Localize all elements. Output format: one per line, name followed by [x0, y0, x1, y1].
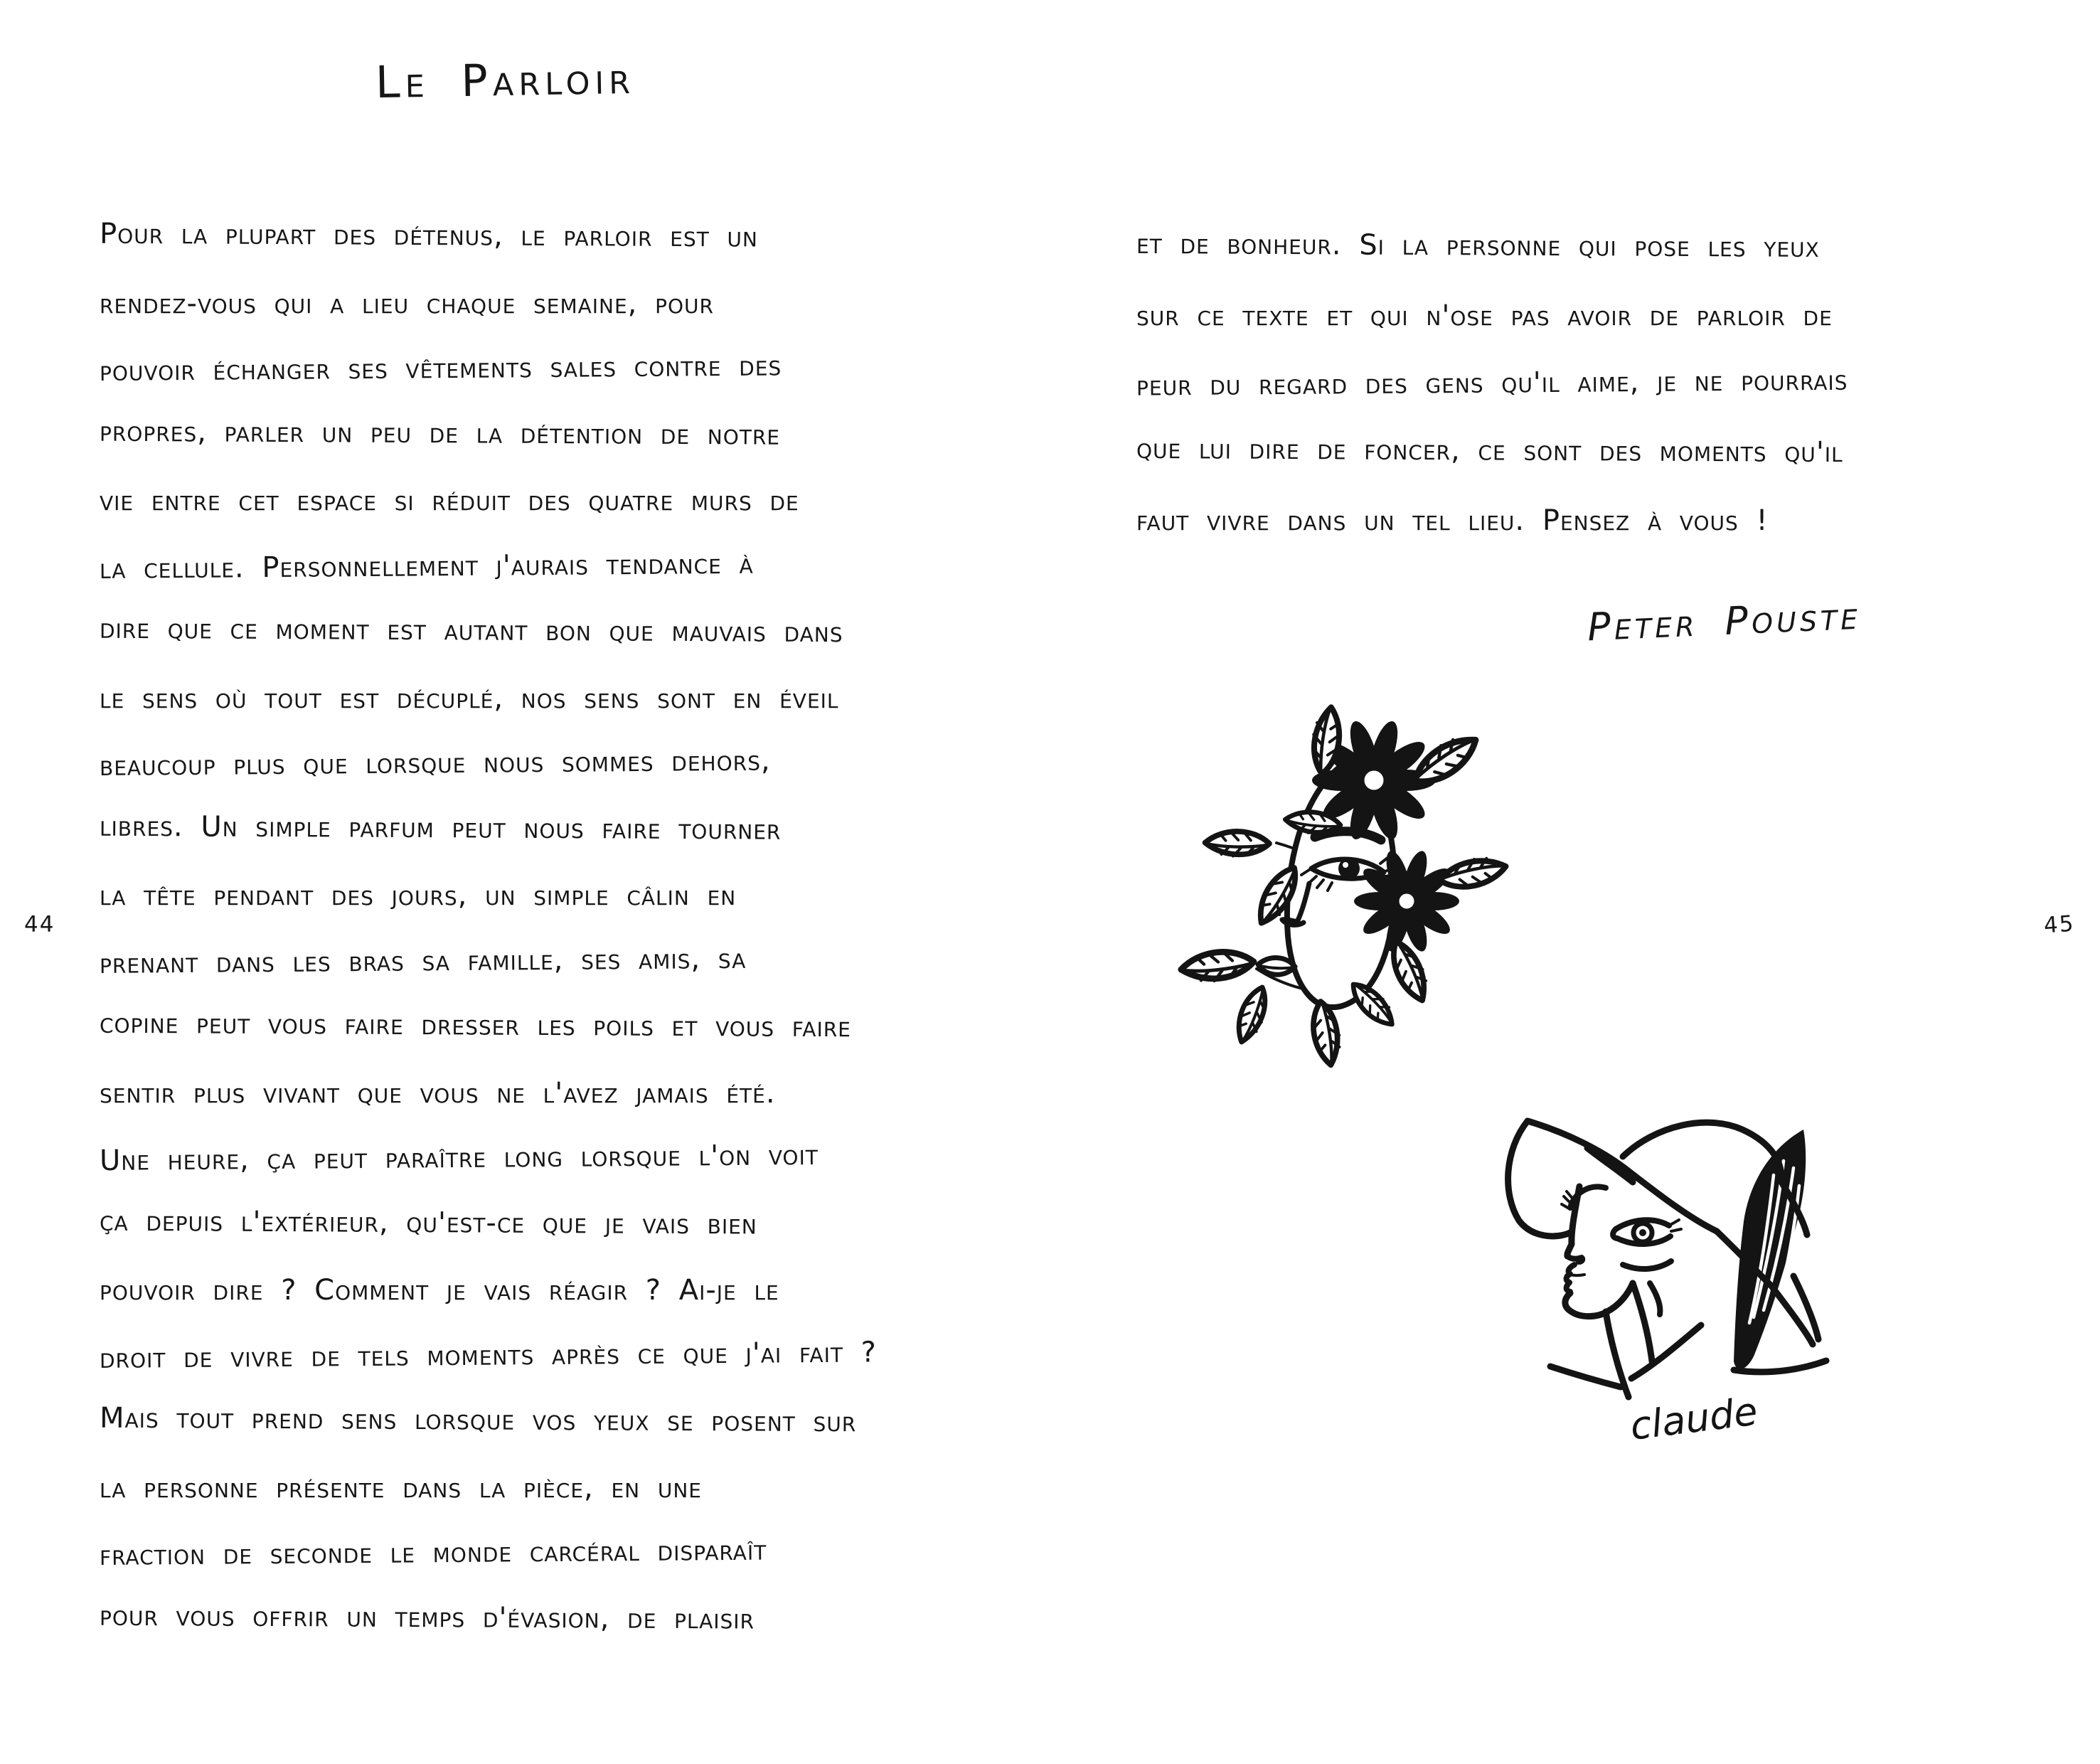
text-line: le sens où tout est décuplé, nos sens sont en éveil — [100, 681, 839, 715]
left-page-number: 44 — [24, 912, 55, 937]
text-line: Une heure, ça peut paraître long lorsque l'on voit — [99, 1139, 819, 1177]
text-line: sentir plus vivant que vous ne l'avez jamais été. — [100, 1076, 776, 1110]
right-page-text — [1136, 212, 1968, 553]
text-line: et de bonheur. Si la personne qui pose les yeux — [1136, 227, 1820, 264]
text-line: sur ce texte et qui n'ose pas avoir de parloir de — [1136, 299, 1833, 332]
left-page-text — [100, 203, 996, 1651]
text-line: vie entre cet espace si réduit des quatre murs de — [100, 484, 799, 517]
text-line: libres. Un simple parfum peut nous faire tourner — [99, 809, 782, 846]
artist-signature: claude — [1627, 1388, 1760, 1449]
text-line: fraction de seconde le monde carcéral disparaît — [99, 1534, 767, 1572]
text-line: beaucoup plus que lorsque nous sommes dehors, — [99, 744, 771, 782]
author-signature: Peter Pouste — [1586, 593, 1862, 650]
text-line: peur du regard des gens qu'il aime, je ne pourrais — [1136, 363, 1848, 403]
text-line: la personne présente dans la pièce, en une — [100, 1471, 702, 1504]
page-title: Le Parloir — [375, 51, 636, 109]
text-line: Pour la plupart des détenus, le parloir est un — [99, 217, 759, 254]
woman-hat-drawing — [1486, 1104, 1991, 1680]
text-line: dire que ce moment est autant bon que mauvais dans — [99, 612, 843, 649]
text-line: Mais tout prend sens lorsque vos yeux se posent sur — [99, 1401, 857, 1439]
text-line: propres, parler un peu de la détention de notre — [99, 415, 781, 452]
profile-face — [1562, 1186, 1681, 1317]
text-line: copine peut vous faire dresser les poils et vous faire — [99, 1006, 852, 1044]
text-line: pouvoir échanger ses vêtements sales contre des — [99, 349, 782, 388]
text-line: ça depuis l'extérieur, qu'est-ce que je vais bien — [99, 1204, 757, 1241]
text-line: droit de vivre de tels moments après ce que j'ai fait ? — [99, 1335, 878, 1375]
text-line: prenant dans les bras sa famille, ses amis, sa — [99, 942, 747, 980]
text-line: pour vous offrir un temps d'évasion, de plaisir — [99, 1599, 755, 1636]
right-page-number: 45 — [2042, 910, 2076, 939]
text-line: faut vivre dans un tel lieu. Pensez à vous ! — [1136, 504, 1769, 537]
text-line: que lui dire de foncer, ce sont des moments qu'il — [1136, 432, 1843, 469]
text-line: pouvoir dire ? Comment je vais réagir ? Ai-je le — [100, 1274, 779, 1307]
hair — [1734, 1130, 1806, 1369]
text-line: la tête pendant des jours, un simple câlin en — [100, 879, 737, 912]
text-line: la cellule. Personnellement j'aurais tendance à — [99, 547, 754, 585]
text-line: rendez-vous qui a lieu chaque semaine, pour — [100, 287, 714, 320]
